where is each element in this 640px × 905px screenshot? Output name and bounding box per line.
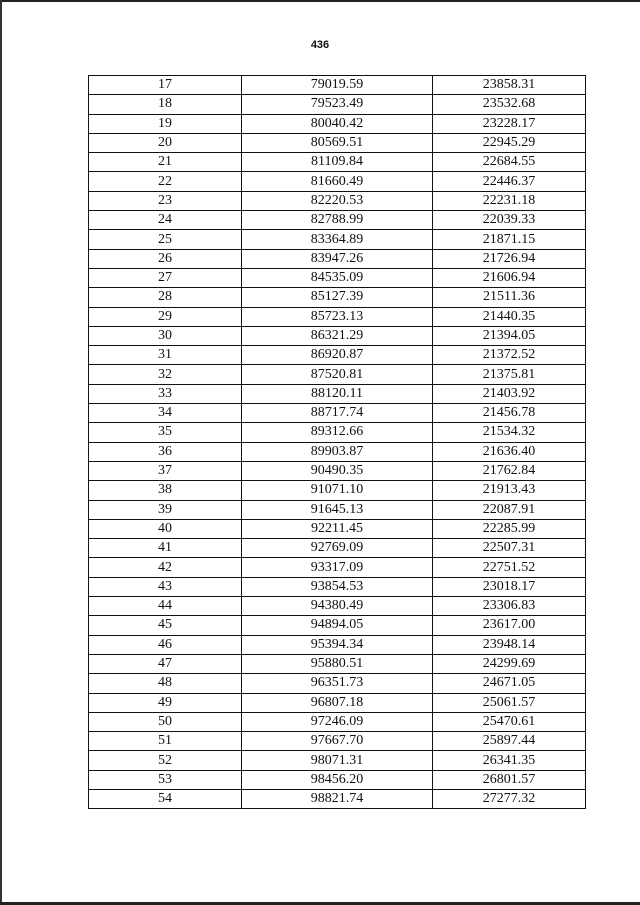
value-a-cell: 94894.05	[242, 616, 433, 635]
index-cell: 31	[89, 346, 242, 365]
index-cell: 37	[89, 461, 242, 480]
value-a-cell: 81660.49	[242, 172, 433, 191]
table-row	[89, 172, 586, 191]
table-row	[89, 558, 586, 577]
value-a-cell: 90490.35	[242, 461, 433, 480]
index-cell: 39	[89, 500, 242, 519]
value-a-cell: 83364.89	[242, 230, 433, 249]
value-a-cell: 98071.31	[242, 751, 433, 770]
value-b-cell: 21762.84	[433, 461, 586, 480]
table-row	[89, 346, 586, 365]
value-b-cell: 22446.37	[433, 172, 586, 191]
value-a-cell: 96351.73	[242, 674, 433, 693]
table-row	[89, 95, 586, 114]
value-b-cell: 23532.68	[433, 95, 586, 114]
table-row	[89, 153, 586, 172]
value-a-cell: 93317.09	[242, 558, 433, 577]
value-b-cell: 24671.05	[433, 674, 586, 693]
value-a-cell: 80569.51	[242, 133, 433, 152]
value-b-cell: 22507.31	[433, 539, 586, 558]
value-a-cell: 97246.09	[242, 712, 433, 731]
index-cell: 38	[89, 481, 242, 500]
value-b-cell: 24299.69	[433, 654, 586, 673]
index-cell: 54	[89, 789, 242, 808]
index-cell: 23	[89, 191, 242, 210]
value-a-cell: 80040.42	[242, 114, 433, 133]
value-a-cell: 89903.87	[242, 442, 433, 461]
value-b-cell: 21534.32	[433, 423, 586, 442]
value-a-cell: 93854.53	[242, 577, 433, 596]
table-row	[89, 654, 586, 673]
table-row	[89, 481, 586, 500]
index-cell: 35	[89, 423, 242, 442]
value-b-cell: 22945.29	[433, 133, 586, 152]
table-row	[89, 693, 586, 712]
table-row	[89, 288, 586, 307]
table-row	[89, 423, 586, 442]
table-row	[89, 577, 586, 596]
table-row	[89, 732, 586, 751]
index-cell: 32	[89, 365, 242, 384]
value-b-cell: 21636.40	[433, 442, 586, 461]
value-a-cell: 96807.18	[242, 693, 433, 712]
index-cell: 41	[89, 539, 242, 558]
value-b-cell: 23948.14	[433, 635, 586, 654]
index-cell: 47	[89, 654, 242, 673]
value-a-cell: 89312.66	[242, 423, 433, 442]
value-a-cell: 82220.53	[242, 191, 433, 210]
value-a-cell: 84535.09	[242, 268, 433, 287]
index-cell: 26	[89, 249, 242, 268]
value-b-cell: 25061.57	[433, 693, 586, 712]
table-row	[89, 365, 586, 384]
value-a-cell: 92211.45	[242, 519, 433, 538]
data-table	[88, 75, 586, 809]
table-row	[89, 500, 586, 519]
value-b-cell: 21606.94	[433, 268, 586, 287]
value-a-cell: 85127.39	[242, 288, 433, 307]
table-row	[89, 461, 586, 480]
value-a-cell: 83947.26	[242, 249, 433, 268]
value-b-cell: 22751.52	[433, 558, 586, 577]
table-row	[89, 751, 586, 770]
value-a-cell: 79523.49	[242, 95, 433, 114]
table-row	[89, 114, 586, 133]
value-b-cell: 26341.35	[433, 751, 586, 770]
table-row	[89, 539, 586, 558]
value-b-cell: 23617.00	[433, 616, 586, 635]
table-row	[89, 635, 586, 654]
value-a-cell: 82788.99	[242, 211, 433, 230]
index-cell: 20	[89, 133, 242, 152]
index-cell: 18	[89, 95, 242, 114]
index-cell: 42	[89, 558, 242, 577]
table-row	[89, 404, 586, 423]
value-b-cell: 23858.31	[433, 76, 586, 95]
value-b-cell: 21871.15	[433, 230, 586, 249]
index-cell: 51	[89, 732, 242, 751]
table-body	[89, 76, 586, 809]
table-row	[89, 674, 586, 693]
value-a-cell: 81109.84	[242, 153, 433, 172]
index-cell: 29	[89, 307, 242, 326]
value-b-cell: 21456.78	[433, 404, 586, 423]
table-row	[89, 770, 586, 789]
index-cell: 24	[89, 211, 242, 230]
value-a-cell: 97667.70	[242, 732, 433, 751]
table-row	[89, 76, 586, 95]
value-a-cell: 85723.13	[242, 307, 433, 326]
scan-edge-top	[0, 0, 640, 2]
value-a-cell: 88717.74	[242, 404, 433, 423]
value-a-cell: 88120.11	[242, 384, 433, 403]
table-row	[89, 616, 586, 635]
index-cell: 48	[89, 674, 242, 693]
value-b-cell: 22684.55	[433, 153, 586, 172]
index-cell: 25	[89, 230, 242, 249]
value-b-cell: 21375.81	[433, 365, 586, 384]
table-row	[89, 712, 586, 731]
table-row	[89, 307, 586, 326]
value-b-cell: 21403.92	[433, 384, 586, 403]
index-cell: 53	[89, 770, 242, 789]
value-a-cell: 95394.34	[242, 635, 433, 654]
value-b-cell: 22231.18	[433, 191, 586, 210]
index-cell: 44	[89, 597, 242, 616]
scan-edge-left	[0, 0, 2, 905]
index-cell: 36	[89, 442, 242, 461]
table-row	[89, 326, 586, 345]
value-b-cell: 22285.99	[433, 519, 586, 538]
value-a-cell: 91645.13	[242, 500, 433, 519]
index-cell: 34	[89, 404, 242, 423]
value-a-cell: 86321.29	[242, 326, 433, 345]
value-b-cell: 21726.94	[433, 249, 586, 268]
value-a-cell: 98456.20	[242, 770, 433, 789]
table-row	[89, 268, 586, 287]
table-row	[89, 249, 586, 268]
value-b-cell: 21440.35	[433, 307, 586, 326]
table-row	[89, 442, 586, 461]
value-a-cell: 86920.87	[242, 346, 433, 365]
value-a-cell: 91071.10	[242, 481, 433, 500]
index-cell: 50	[89, 712, 242, 731]
index-cell: 46	[89, 635, 242, 654]
index-cell: 40	[89, 519, 242, 538]
value-b-cell: 22087.91	[433, 500, 586, 519]
index-cell: 22	[89, 172, 242, 191]
index-cell: 21	[89, 153, 242, 172]
value-a-cell: 98821.74	[242, 789, 433, 808]
table-row	[89, 789, 586, 808]
table-row	[89, 191, 586, 210]
value-b-cell: 21511.36	[433, 288, 586, 307]
table-row	[89, 230, 586, 249]
index-cell: 17	[89, 76, 242, 95]
table-row	[89, 519, 586, 538]
index-cell: 28	[89, 288, 242, 307]
table-row	[89, 211, 586, 230]
value-a-cell: 87520.81	[242, 365, 433, 384]
value-b-cell: 23228.17	[433, 114, 586, 133]
value-b-cell: 21913.43	[433, 481, 586, 500]
value-b-cell: 22039.33	[433, 211, 586, 230]
index-cell: 49	[89, 693, 242, 712]
table-row	[89, 384, 586, 403]
value-b-cell: 27277.32	[433, 789, 586, 808]
value-b-cell: 26801.57	[433, 770, 586, 789]
table-row	[89, 597, 586, 616]
table-row	[89, 133, 586, 152]
index-cell: 30	[89, 326, 242, 345]
value-a-cell: 94380.49	[242, 597, 433, 616]
value-b-cell: 25470.61	[433, 712, 586, 731]
value-b-cell: 23306.83	[433, 597, 586, 616]
index-cell: 45	[89, 616, 242, 635]
value-b-cell: 23018.17	[433, 577, 586, 596]
index-cell: 43	[89, 577, 242, 596]
index-cell: 27	[89, 268, 242, 287]
value-b-cell: 21372.52	[433, 346, 586, 365]
value-b-cell: 25897.44	[433, 732, 586, 751]
index-cell: 19	[89, 114, 242, 133]
value-b-cell: 21394.05	[433, 326, 586, 345]
value-a-cell: 95880.51	[242, 654, 433, 673]
index-cell: 52	[89, 751, 242, 770]
value-a-cell: 79019.59	[242, 76, 433, 95]
value-a-cell: 92769.09	[242, 539, 433, 558]
index-cell: 33	[89, 384, 242, 403]
page-number: 436	[310, 39, 330, 51]
